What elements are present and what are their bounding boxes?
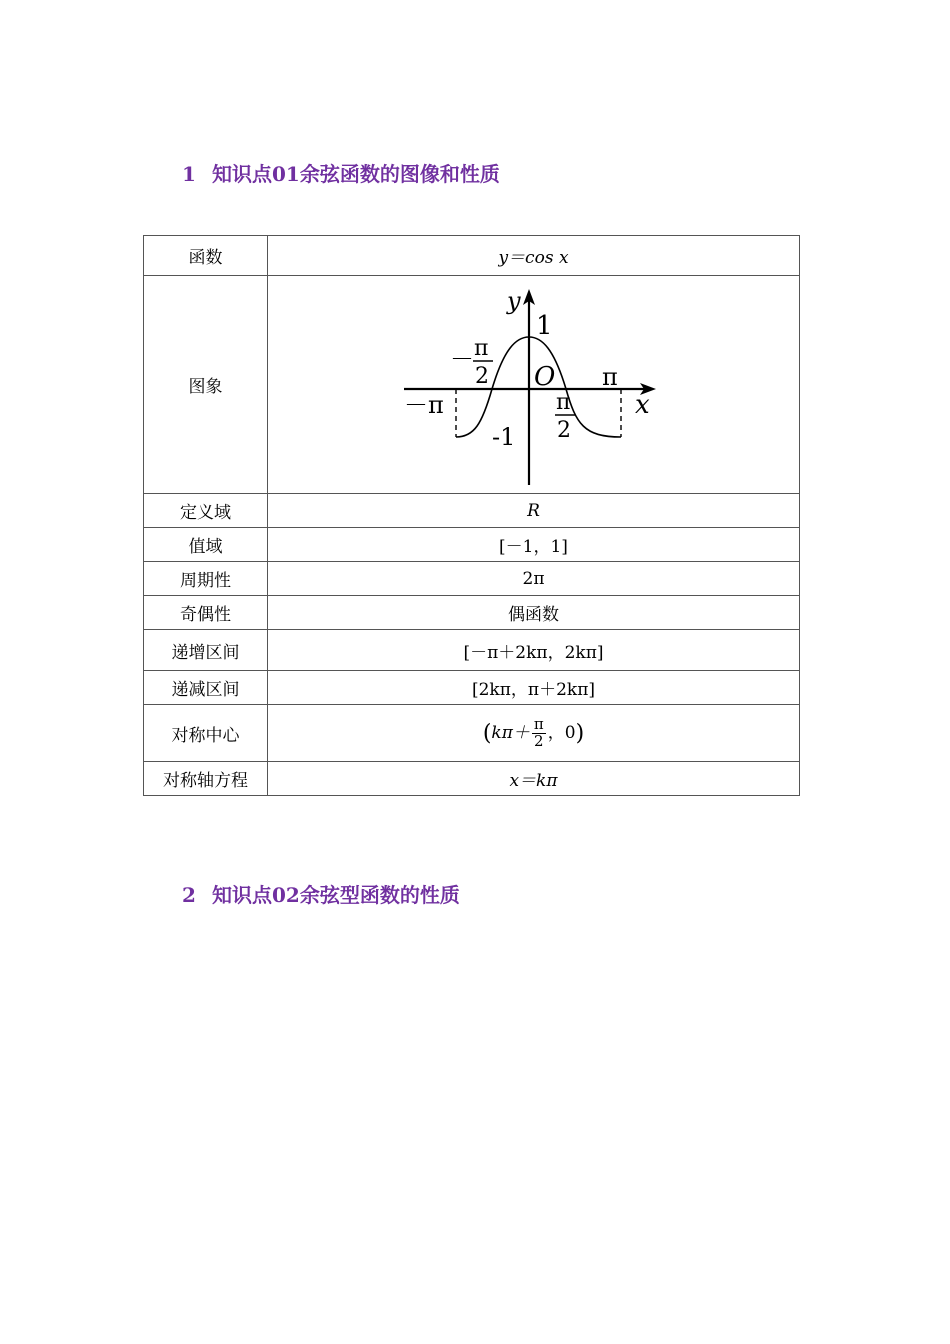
- table-row: [144, 705, 800, 762]
- row-label: 定义域: [144, 494, 268, 528]
- row-value: [268, 705, 800, 762]
- label-neg-one: -1: [491, 422, 515, 451]
- fraction-denominator: 2: [534, 731, 544, 750]
- table-row: [144, 276, 800, 494]
- row-label: 值域: [144, 528, 268, 562]
- open-paren: (: [482, 720, 492, 746]
- row-value: [－π＋2kπ，2kπ]: [268, 630, 800, 671]
- close-paren: ): [575, 720, 585, 746]
- label-half-pi-den: 2: [556, 417, 571, 443]
- label-neg-sign: －: [449, 344, 474, 373]
- label-neg-half-pi-den: 2: [474, 363, 489, 389]
- table-row: [144, 596, 800, 630]
- cosine-graph: [404, 279, 664, 491]
- row-label: 周期性: [144, 562, 268, 596]
- function-value: y＝cos x: [498, 248, 569, 268]
- section-heading-1: [182, 158, 500, 187]
- label-neg-half-pi-num: π: [473, 335, 488, 361]
- table-row: [144, 494, 800, 528]
- row-value: 偶函数: [268, 596, 800, 630]
- row-label: 递增区间: [144, 630, 268, 671]
- table-row: [144, 562, 800, 596]
- section-number: 1: [182, 162, 196, 186]
- label-pi: π: [601, 362, 618, 391]
- y-axis-label: y: [506, 286, 521, 315]
- fraction-numerator: π: [533, 714, 544, 733]
- label-neg-pi: －π: [403, 390, 444, 419]
- row-label: 递减区间: [144, 671, 268, 705]
- x-axis-label: x: [634, 389, 650, 420]
- domain-value: R: [527, 500, 540, 521]
- function-formula: [268, 236, 800, 276]
- table-row: [144, 528, 800, 562]
- center-fraction: [532, 714, 546, 750]
- row-value: [268, 762, 800, 796]
- row-label: 对称轴方程: [144, 762, 268, 796]
- cosine-properties-table: [143, 235, 800, 796]
- section-number: 2: [182, 883, 196, 907]
- table-row: [144, 671, 800, 705]
- row-label: 图象: [144, 276, 268, 494]
- section-heading-2: [182, 879, 460, 908]
- center-post: ，0: [547, 722, 576, 743]
- section-title: 知识点02余弦型函数的性质: [212, 883, 460, 907]
- row-label: 函数: [144, 236, 268, 276]
- row-value: 2π: [268, 562, 800, 596]
- row-label: 奇偶性: [144, 596, 268, 630]
- table-row: [144, 630, 800, 671]
- row-value: [268, 494, 800, 528]
- row-label: 对称中心: [144, 705, 268, 762]
- center-pre: kπ＋: [491, 722, 530, 743]
- row-value: [－1，1]: [268, 528, 800, 562]
- label-half-pi-num: π: [555, 389, 570, 415]
- axis-equation: x＝kπ: [509, 771, 558, 791]
- table-row: [144, 762, 800, 796]
- origin-label: O: [533, 361, 555, 392]
- section-title: 知识点01余弦函数的图像和性质: [212, 162, 500, 186]
- label-one: 1: [535, 310, 553, 341]
- graph-cell: [268, 276, 800, 494]
- row-value: [2kπ，π＋2kπ]: [268, 671, 800, 705]
- table-row: [144, 236, 800, 276]
